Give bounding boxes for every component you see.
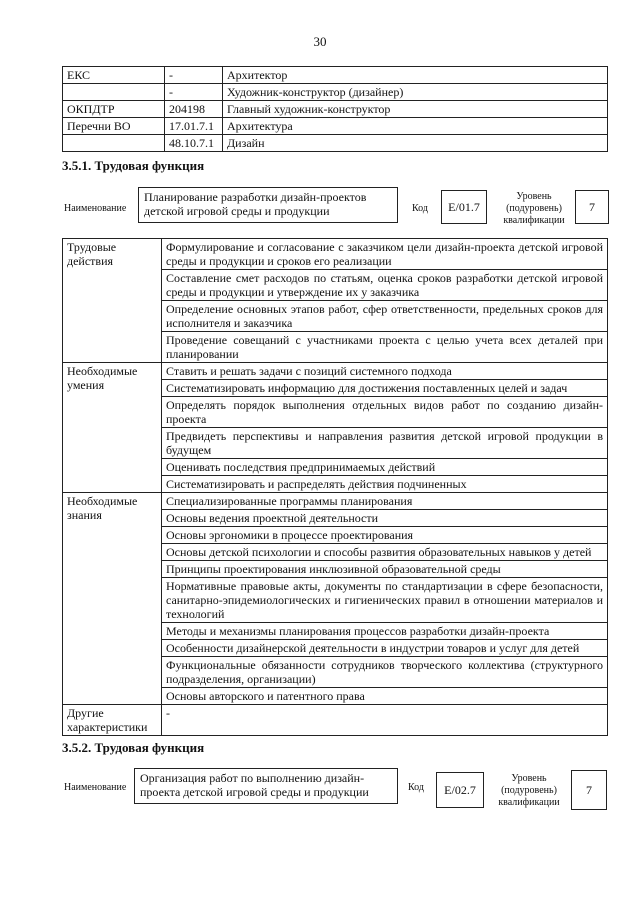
list-item: - (162, 705, 608, 736)
list-item: Основы эргономики в процессе проектирования (162, 527, 608, 544)
qualification-level: 7 (571, 770, 607, 810)
level-label (497, 773, 561, 809)
list-item: Систематизировать и распределять действия подчиненных (162, 476, 608, 493)
level-label-line: квалификации (503, 215, 565, 226)
function-name: Организация работ по выполнению дизайн-проекта детской игровой среды и продукции (134, 768, 398, 804)
table-cell (63, 135, 165, 152)
list-item: Особенности дизайнерской деятельности в индустрии товаров и услуг для детей (162, 640, 608, 657)
table-cell: - (165, 84, 223, 101)
list-item: Определение основных этапов работ, сфер ответственности, предельных сроков для исполнителя и заказчика (162, 301, 608, 332)
table-cell: 17.01.7.1 (165, 118, 223, 135)
table-row (63, 101, 608, 118)
table-row (63, 493, 608, 510)
list-item: Предвидеть перспективы и направления развития детской игровой продукции в будущем (162, 428, 608, 459)
table-row (63, 118, 608, 135)
table-cell: 204198 (165, 101, 223, 118)
category-label: Необходимые знания (63, 493, 162, 705)
table-cell: ОКПДТР (63, 101, 165, 118)
table-cell: 48.10.7.1 (165, 135, 223, 152)
category-label: Необходимые умения (63, 363, 162, 493)
table-cell: Архитектура (223, 118, 608, 135)
level-label-line: Уровень (516, 191, 552, 202)
list-item: Основы детской психологии и способы развития образовательных навыков у детей (162, 544, 608, 561)
function-name: Планирование разработки дизайн-проектов детской игровой среды и продукции (138, 187, 398, 223)
table-cell (63, 84, 165, 101)
list-item: Систематизировать информацию для достижения поставленных целей и задач (162, 380, 608, 397)
section-heading: 3.5.2. Трудовая функция (62, 740, 205, 755)
section-heading: 3.5.1. Трудовая функция (62, 158, 205, 173)
level-label (503, 191, 565, 227)
table-cell: Главный художник-конструктор (223, 101, 608, 118)
name-label: Наименование (64, 203, 127, 214)
level-label-line: квалификации (498, 797, 560, 808)
list-item: Формулирование и согласование с заказчиком цели дизайн-проекта детской игровой среды и продукции и сроков его реализации (162, 239, 608, 270)
name-label: Наименование (64, 782, 127, 793)
list-item: Определять порядок выполнения отдельных видов работ по созданию дизайн-проекта (162, 397, 608, 428)
table-cell: ЕКС (63, 67, 165, 84)
classification-table (62, 66, 608, 152)
list-item: Составление смет расходов по статьям, оценка сроков разработки детской игровой среды и продукции и утверждение их у заказчика (162, 270, 608, 301)
code-label: Код (412, 203, 428, 214)
table-row (63, 67, 608, 84)
list-item: Принципы проектирования инклюзивной образовательной среды (162, 561, 608, 578)
table-cell: Художник-конструктор (дизайнер) (223, 84, 608, 101)
list-item: Основы авторского и патентного права (162, 688, 608, 705)
list-item: Специализированные программы планирования (162, 493, 608, 510)
table-row (63, 363, 608, 380)
category-label: Трудовые действия (63, 239, 162, 363)
list-item: Основы ведения проектной деятельности (162, 510, 608, 527)
level-label-line: (подуровень) (501, 785, 557, 796)
table-row (63, 239, 608, 270)
list-item: Методы и механизмы планирования процессов разработки дизайн-проекта (162, 623, 608, 640)
table-cell: Архитектор (223, 67, 608, 84)
function-details-table (62, 238, 608, 736)
table-row (63, 705, 608, 736)
list-item: Оценивать последствия предпринимаемых действий (162, 459, 608, 476)
category-label: Другие характеристики (63, 705, 162, 736)
table-row (63, 135, 608, 152)
function-code: E/01.7 (441, 190, 487, 224)
level-label-line: Уровень (511, 773, 547, 784)
table-row (63, 84, 608, 101)
list-item: Проведение совещаний с участниками проекта с целью учета всех деталей при планировании (162, 332, 608, 363)
code-label: Код (408, 782, 424, 793)
table-cell: Перечни ВО (63, 118, 165, 135)
table-cell: - (165, 67, 223, 84)
table-cell: Дизайн (223, 135, 608, 152)
list-item: Функциональные обязанности сотрудников творческого коллектива (структурного подразделения, организации) (162, 657, 608, 688)
list-item: Ставить и решать задачи с позиций системного подхода (162, 363, 608, 380)
list-item: Нормативные правовые акты, документы по стандартизации в сфере безопасности, санитарно-эпидемиологических и гигиенических правил в отношении материалов и технологий (162, 578, 608, 623)
level-label-line: (подуровень) (506, 203, 562, 214)
function-code: E/02.7 (436, 772, 484, 808)
qualification-level: 7 (575, 190, 609, 224)
page-number: 30 (313, 34, 327, 49)
